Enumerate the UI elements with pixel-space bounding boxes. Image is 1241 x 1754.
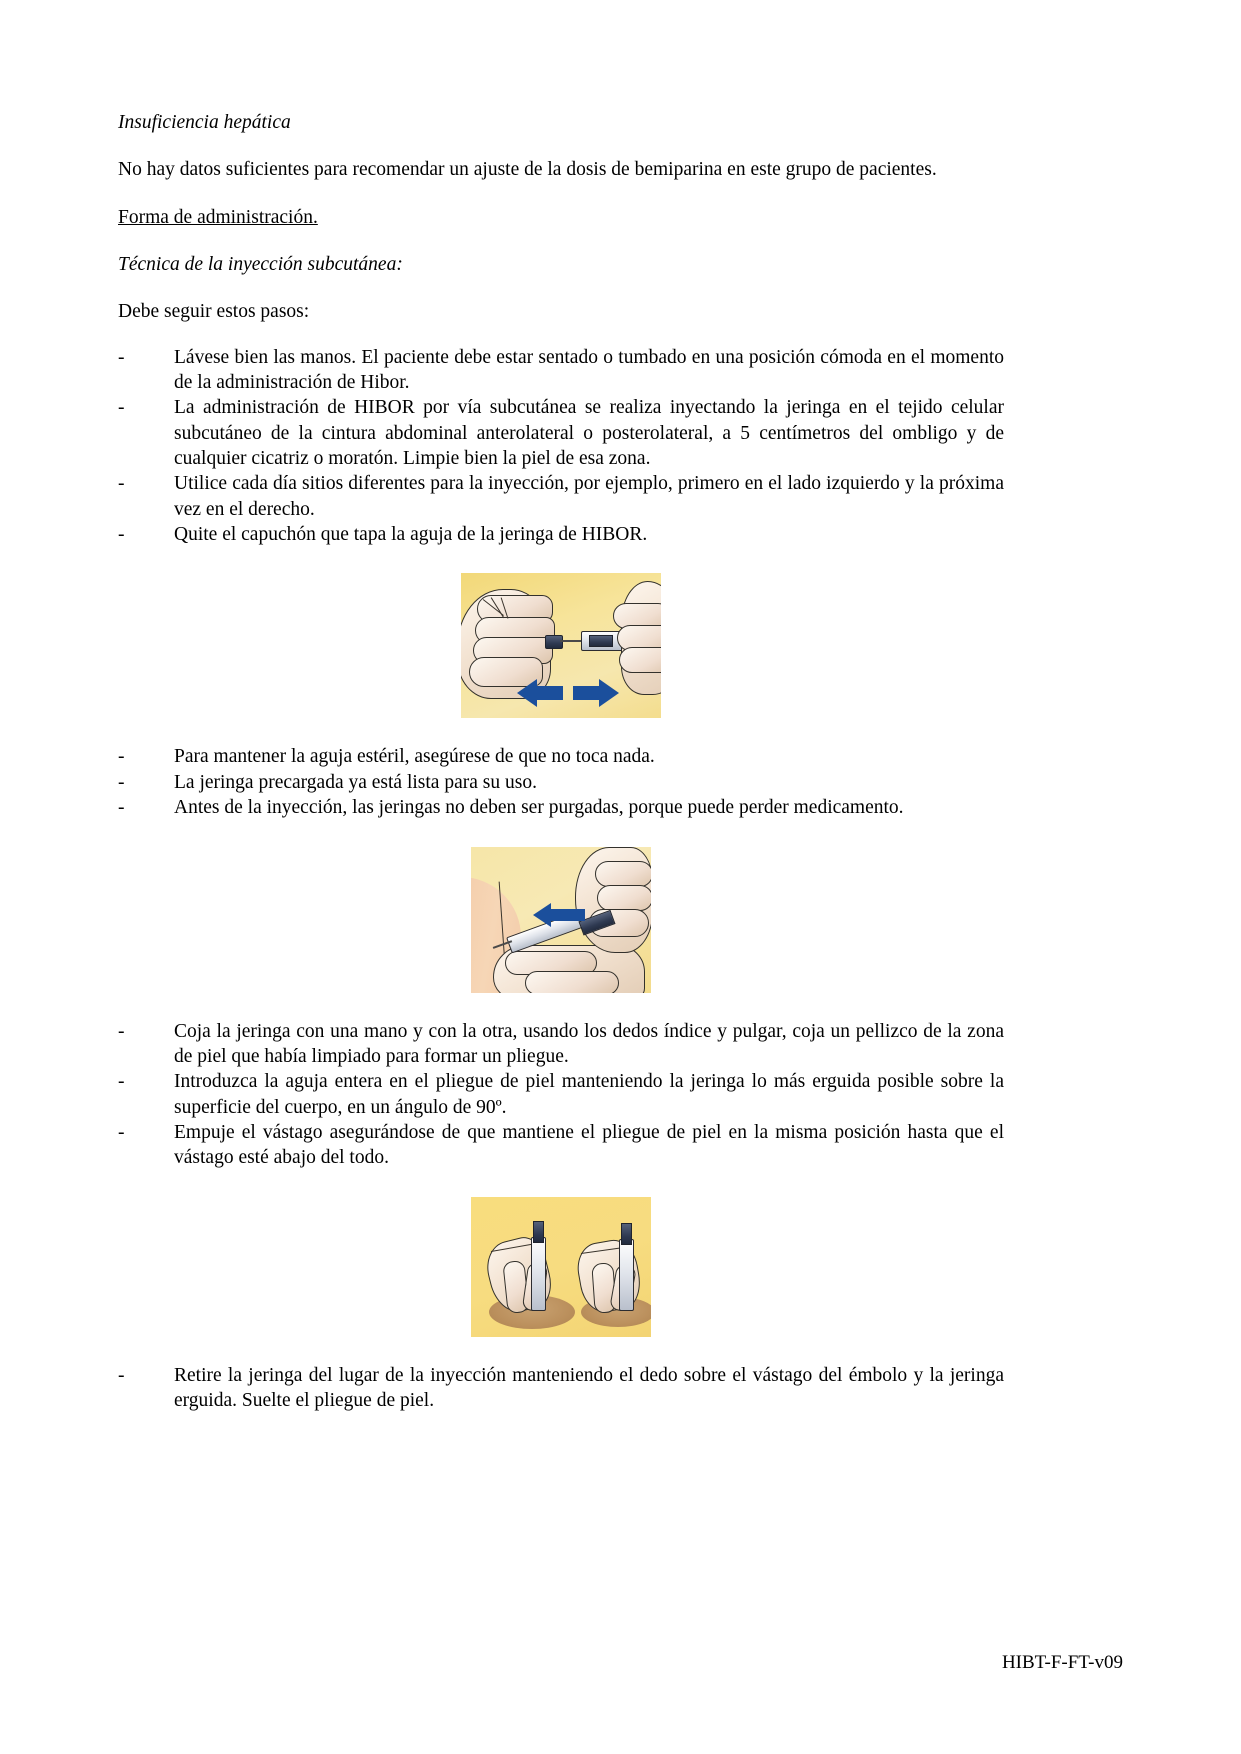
- list-item: [118, 1120, 1004, 1171]
- paragraph-no-data: No hay datos suficientes para recomendar un ajuste de la dosis de bemiparina en este grupo de pacientes.: [118, 159, 937, 181]
- bullet-marker-icon: -: [118, 1121, 125, 1143]
- right-syringe-barrel: [619, 1239, 634, 1311]
- list-item-text: La administración de HIBOR por vía subcutánea se realiza inyectando la jeringa en el tejido celular subcutáneo de la cintura abdominal anterolateral o posterolateral, a 5 centímetros del ombligo y de cualquier cicatriz o moratón. Limpie bien la piel de esa zona.: [174, 397, 1004, 470]
- bullet-marker-icon: -: [118, 346, 125, 368]
- footer: [118, 1652, 1123, 1674]
- bullet-marker-icon: -: [118, 1364, 125, 1386]
- figure-remove-cap-canvas: [461, 573, 661, 718]
- needle-shaft: [560, 640, 582, 642]
- arrow-left-head-icon: [517, 679, 537, 707]
- syringe-cap: [589, 635, 613, 647]
- document-content: [118, 110, 1004, 1413]
- arrow-right-shaft-icon: [573, 686, 599, 700]
- figure-hold-syringe-canvas: [471, 847, 651, 993]
- list-item-text: La jeringa precargada ya está lista para su uso.: [174, 771, 537, 793]
- bullet-marker-icon: -: [118, 771, 125, 793]
- list-item-text: Antes de la inyección, las jeringas no deben ser purgadas, porque puede perder medicamento.: [174, 797, 904, 819]
- figure-inject-skin-fold-canvas: [471, 1197, 651, 1337]
- bullet-marker-icon: -: [118, 1020, 125, 1042]
- list-item: [118, 770, 1004, 795]
- upper-hand-finger-1: [595, 861, 651, 887]
- bullet-marker-icon: -: [118, 524, 125, 546]
- figure-hold-syringe: [118, 847, 1004, 993]
- list-item-text: Empuje el vástago asegurándose de que mantiene el pliegue de piel en la misma posición hasta que el vástago esté abajo del todo.: [174, 1121, 1004, 1169]
- list-item-text: Coja la jeringa con una mano y con la otra, usando los dedos índice y pulgar, coja un pellizco de la zona de piel que había limpiado para formar un pliegue.: [174, 1020, 1004, 1067]
- left-syringe-plunger: [533, 1221, 544, 1243]
- list-item: [118, 1069, 1004, 1120]
- arrow-right-head-icon: [599, 679, 619, 707]
- list-item-text: Quite el capuchón que tapa la aguja de la jeringa de HIBOR.: [174, 524, 648, 546]
- bullet-marker-icon: -: [118, 473, 125, 495]
- steps-list-group-2: [118, 744, 1004, 820]
- arrow-left-shaft-icon: [551, 909, 585, 921]
- bullet-marker-icon: -: [118, 397, 125, 419]
- list-item-text: Retire la jeringa del lugar de la inyección manteniendo el dedo sobre el vástago del émbolo y la jeringa erguida. Suelte el pliegue de piel.: [174, 1364, 1004, 1411]
- bullet-marker-icon: -: [118, 797, 125, 819]
- list-item-text: Lávese bien las manos. El paciente debe estar sentado o tumbado en una posición cómoda en el momento de la administración de Hibor.: [174, 346, 1004, 394]
- list-item: [118, 345, 1004, 396]
- list-item: [118, 522, 1004, 547]
- arrow-left-head-icon: [533, 903, 551, 927]
- list-item: [118, 471, 1004, 522]
- right-hand-finger-3: [619, 647, 661, 673]
- figure-remove-cap: [118, 573, 1004, 718]
- steps-list-group-1: [118, 345, 1004, 548]
- list-item-text: Introduzca la aguja entera en el pliegue de piel manteniendo la jeringa lo más erguida posible sobre la superficie del cuerpo, en un ángulo de 90º.: [174, 1071, 1004, 1118]
- bullet-marker-icon: -: [118, 1071, 125, 1093]
- section-heading-hepatic-insufficiency: Insuficiencia hepática: [118, 112, 291, 133]
- steps-list-group-3: [118, 1019, 1004, 1171]
- footer-document-code: HIBT-F-FT-v09: [1001, 1652, 1123, 1673]
- list-item-text: Para mantener la aguja estéril, asegúrese de que no toca nada.: [174, 746, 655, 768]
- upper-hand-finger-2: [597, 885, 651, 911]
- list-item: [118, 744, 1004, 769]
- steps-list-group-4: [118, 1363, 1004, 1414]
- section-heading-administration-form: Forma de administración.: [118, 206, 318, 228]
- arrow-left-shaft-icon: [537, 686, 563, 700]
- left-syringe-barrel: [531, 1237, 546, 1311]
- paragraph-follow-steps: Debe seguir estos pasos:: [118, 301, 310, 323]
- subheading-injection-technique: Técnica de la inyección subcutánea:: [118, 254, 403, 276]
- list-item: [118, 795, 1004, 820]
- list-item-text: Utilice cada día sitios diferentes para la inyección, por ejemplo, primero en el lado izquierdo y la próxima vez en el derecho.: [174, 473, 1004, 520]
- list-item: [118, 1363, 1004, 1414]
- right-syringe-plunger: [621, 1223, 632, 1245]
- list-item: [118, 395, 1004, 471]
- bullet-marker-icon: -: [118, 746, 125, 768]
- list-item: [118, 1019, 1004, 1070]
- figure-inject-skin-fold: [118, 1197, 1004, 1337]
- lower-hand-finger-2: [525, 971, 619, 993]
- needle-hub: [545, 635, 563, 649]
